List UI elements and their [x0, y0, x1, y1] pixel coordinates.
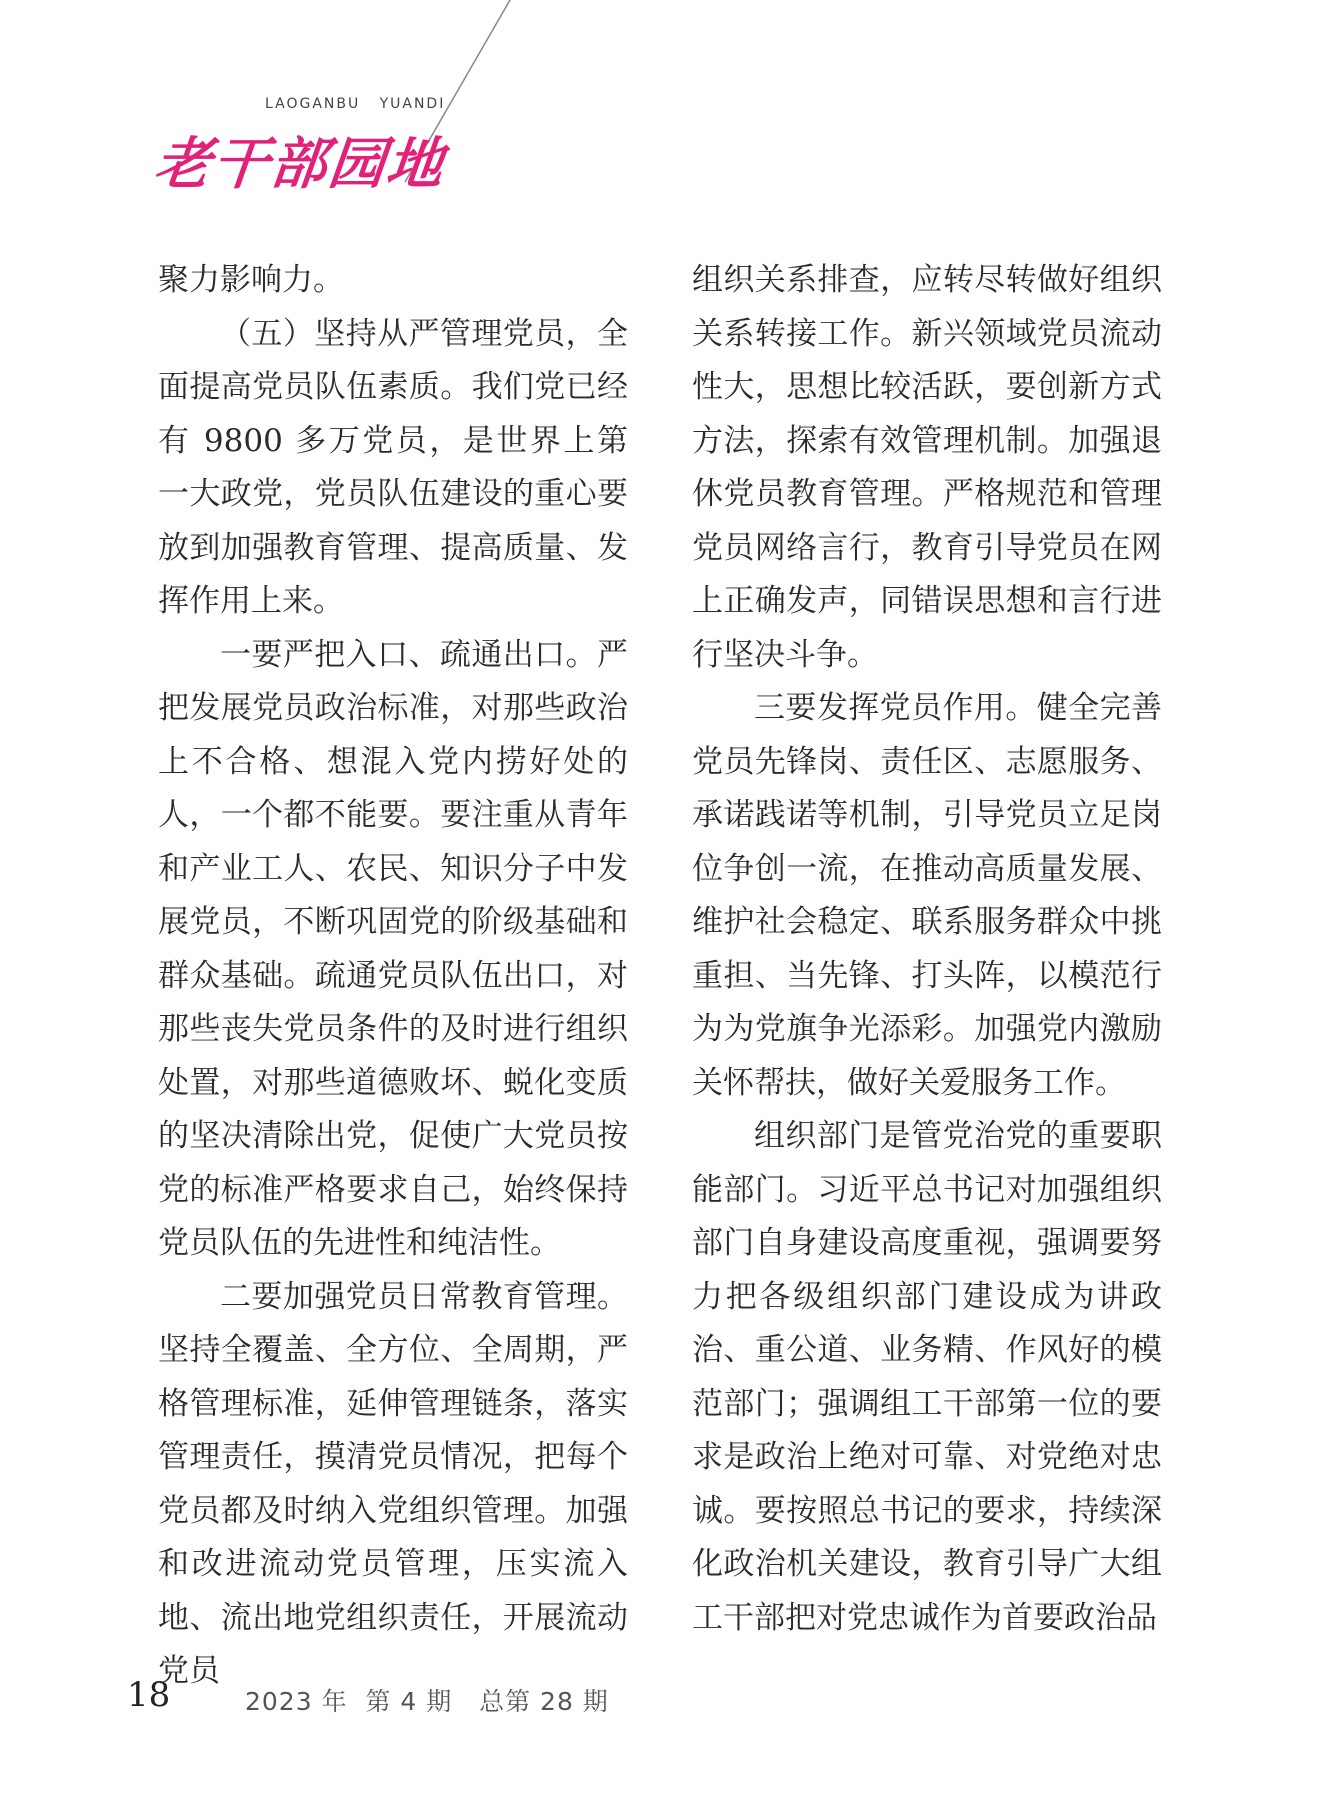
paragraph: 一要严把入口、疏通出口。严把发展党员政治标准，对那些政治上不合格、想混入党内捞好处的人，一个都不能要。要注重从青年和产业工人、农民、知识分子中发展党员，不断巩固党的阶级基础和群众基础。疏通党员队伍出口，对那些丧失党员条件的及时进行组织处置，对那些道德败坏、蜕化变质的坚决清除出党，促使广大党员按党的标准严格要求自己，始终保持党员队伍的先进性和纯洁性。 — [158, 636, 628, 1261]
masthead-logo: 老干部园地 — [151, 131, 449, 197]
masthead-latin: LAOGANBU YUANDI — [265, 96, 446, 112]
right-column — [692, 254, 1162, 1645]
paragraph: 二要加强党员日常教育管理。坚持全覆盖、全方位、全周期，严格管理标准，延伸管理链条，落实管理责任，摸清党员情况，把每个党员都及时纳入党组织管理。加强和改进流动党员管理，压实流入地、流出地党组织责任，开展流动党员 — [158, 1278, 628, 1689]
issue-info: 2023 年 第 4 期 总第 28 期 — [245, 1687, 609, 1716]
left-column — [158, 254, 628, 1699]
paragraph: 组织部门是管党治党的重要职能部门。习近平总书记对加强组织部门自身建设高度重视，强调要努力把各级组织部门建设成为讲政治、重公道、业务精、作风好的模范部门；强调组工干部第一位的要求是政治上绝对可靠、对党绝对忠诚。要按照总书记的要求，持续深化政治机关建设，教育引导广大组工干部把对党忠诚作为首要政治品 — [692, 1118, 1162, 1636]
paragraph: （五）坚持从严管理党员，全面提高党员队伍素质。我们党已经有 9800 多万党员，是世界上第一大政党，党员队伍建设的重心要放到加强教育管理、提高质量、发挥作用上来。 — [158, 315, 628, 619]
paragraph: 三要发挥党员作用。健全完善党员先锋岗、责任区、志愿服务、承诺践诺等机制，引导党员立足岗位争创一流，在推动高质量发展、维护社会稳定、联系服务群众中挑重担、当先锋、打头阵，以模范行为为党旗争光添彩。加强党内激励关怀帮扶，做好关爱服务工作。 — [692, 690, 1162, 1101]
paragraph: 聚力影响力。 — [158, 262, 344, 298]
paragraph: 组织关系排查，应转尽转做好组织关系转接工作。新兴领域党员流动性大，思想比较活跃，要创新方式方法，探索有效管理机制。加强退休党员教育管理。严格规范和管理党员网络言行，教育引导党员在网上正确发声，同错误思想和言行进行坚决斗争。 — [692, 262, 1162, 673]
page-number: 18 — [127, 1675, 171, 1715]
